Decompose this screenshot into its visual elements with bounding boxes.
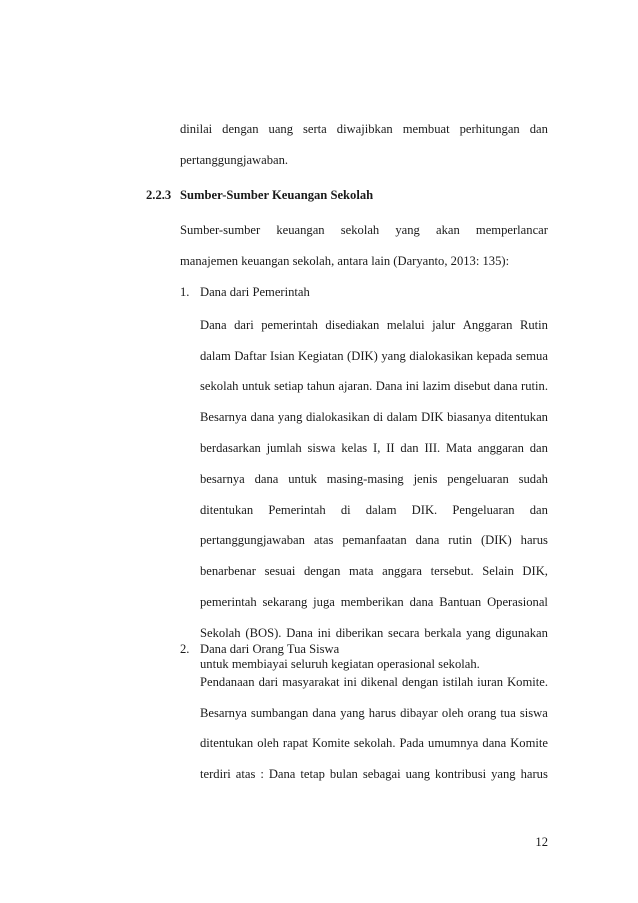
word: kelas [341,441,368,455]
word: Komite [312,736,350,750]
word: berkala [424,626,462,640]
word: dialokasikan [306,410,370,424]
word: Komite [510,736,548,750]
word: Kegiatan [298,349,344,363]
word: uang [405,767,431,781]
paragraph-line [180,222,548,238]
word: ditentukan [494,410,548,424]
list-item-text-line [200,532,548,548]
word: di [373,410,384,424]
word: Rutin [519,318,548,332]
word: sesuai [264,564,296,578]
word: mata [349,564,374,578]
list-item-text-line [200,471,548,487]
paragraph-line: manajemen keuangan sekolah, antara lain (Daryanto, 2013: 135): [180,254,510,268]
list-item-text-line [200,735,548,751]
word: jenis [413,472,438,486]
word: DIK. [411,503,438,517]
word: diwajibkan [336,122,393,136]
word: jalur [432,318,456,332]
word: biasanya [447,410,492,424]
word: dengan [304,564,341,578]
word: sumbangan [250,706,309,720]
word: Pada [399,736,424,750]
word: jumlah [266,441,302,455]
word: pemanfaatan [342,533,407,547]
list-item-text-line [200,378,548,394]
word: ditentukan [200,736,254,750]
word: pemerintah [261,318,318,332]
page-number: 12 [535,835,548,849]
word: semua [515,349,548,363]
word: DIK, [522,564,548,578]
word: besarnya [200,472,245,486]
word: dan [400,441,419,455]
word: Besarnya [200,410,247,424]
word: dengan [401,675,439,689]
word: Besarnya [200,706,247,720]
word: untuk [288,472,317,486]
word: dan [529,122,548,136]
word: keuangan [276,223,325,237]
word: Operasional [487,595,548,609]
list-marker: 2. [180,642,190,656]
list-item-text-line [200,317,548,333]
word: III. [424,441,441,455]
word: rapat [282,736,309,750]
word: dana [250,410,275,424]
word: bulan [329,767,358,781]
word: (DIK) [347,349,378,363]
list-item-text-line [200,409,548,425]
word: DIK [421,410,444,424]
word: yang [395,223,420,237]
word: sekolah [340,223,380,237]
word: Pemerintah [268,503,326,517]
word: sekolah [200,379,239,393]
word: di [340,503,351,517]
word: rutin. [521,379,548,393]
word: akan [436,223,460,237]
list-item-text-line [200,502,548,518]
word: Dana [286,626,313,640]
word: tua [500,706,516,720]
word: : [260,767,264,781]
word: pertanggungjawaban [200,533,305,547]
word: Isian [270,349,295,363]
word: sekolah. [353,736,396,750]
word: ditentukan [200,503,254,517]
list-item-text-line [200,625,548,641]
word: rutin [448,533,473,547]
word: uang [268,122,294,136]
word: dalam [386,410,418,424]
word: kepada [476,349,513,363]
word: harus [368,706,397,720]
word: iuran [477,675,504,689]
word: berdasarkan [200,441,261,455]
word: memperlancar [475,223,548,237]
word: Pengeluaran [452,503,515,517]
word: sekarang [262,595,308,609]
word: dana [415,533,440,547]
word: dan [529,503,548,517]
word: Bantuan [439,595,482,609]
word: pengeluaran [447,472,509,486]
word: atas [235,767,256,781]
word: tersebut. [430,564,474,578]
word: benarbenar [200,564,256,578]
word: kontribusi [435,767,487,781]
list-item-text-line [200,348,548,364]
word: disediakan [325,318,380,332]
word: ajaran. [338,379,373,393]
word: (BOS). [245,626,282,640]
word: diberikan [335,626,384,640]
word: yang [466,626,491,640]
word: disebut [453,379,491,393]
word: ini [317,626,331,640]
list-item-title: Dana dari Orang Tua Siswa [200,642,340,656]
paragraph-line [180,121,548,137]
word: umumnya [428,736,479,750]
word: sudah [518,472,548,486]
word: dana [254,472,279,486]
word: Daftar [234,349,267,363]
word: (DIK) [480,533,512,547]
word: siswa [519,706,548,720]
word: oleh [257,736,279,750]
list-item-text-line [200,705,548,721]
list-item-text-line [200,440,548,456]
list-item-text-line [200,766,548,782]
word: yang [381,349,406,363]
word: ini [405,379,420,393]
word: Dana [375,379,403,393]
word: dana [312,706,337,720]
word: melalui [386,318,425,332]
word: dari [234,318,254,332]
word: perhitungan [459,122,520,136]
word: dana [409,595,434,609]
list-marker: 1. [180,285,190,299]
word: Anggaran [462,318,513,332]
word: dibayar [400,706,438,720]
word: dikenal [360,675,398,689]
word: sebagai [362,767,401,781]
list-item-text-line [200,563,548,579]
word: dari [258,675,279,689]
word: yang [277,410,303,424]
word: terdiri [200,767,231,781]
word: Mata [446,441,472,455]
word: harus [520,767,548,781]
word: masyarakat [282,675,340,689]
word: ini [343,675,357,689]
word: II [386,441,395,455]
word: anggara [382,564,422,578]
word: membuat [402,122,450,136]
word: dalam [365,503,397,517]
list-item-text-line: untuk membiayai seluruh kegiatan operasional sekolah. [200,657,480,671]
word: dan [529,441,548,455]
word: Dana [268,767,296,781]
word: juga [313,595,335,609]
word: harus [520,533,548,547]
word: atas [313,533,334,547]
word: pemerintah [200,595,257,609]
word: yang [340,706,365,720]
word: tahun [306,379,335,393]
word: untuk [241,379,271,393]
word: dalam [200,349,231,363]
word: digunakan [495,626,548,640]
list-item-title: Dana dari Pemerintah [200,285,310,299]
section-number: 2.2.3 [146,188,172,202]
word: I, [373,441,381,455]
word: secara [388,626,420,640]
word: dialokasikan [409,349,474,363]
word: setiap [274,379,304,393]
paragraph-line: pertanggungjawaban. [180,153,289,167]
word: Komite. [507,675,548,689]
word: serta [303,122,327,136]
word: dengan [222,122,259,136]
word: Sumber-sumber [180,223,261,237]
section-title: Sumber-Sumber Keuangan Sekolah [180,188,374,202]
word: yang [491,767,516,781]
word: dana [482,736,507,750]
word: Pendanaan [200,675,255,689]
word: Sekolah [200,626,241,640]
word: dinilai [180,122,213,136]
word: tetap [300,767,325,781]
word: istilah [442,675,474,689]
word: dana [493,379,518,393]
word: masing-masing [326,472,404,486]
word: memberikan [340,595,404,609]
list-item-text-line [200,674,548,690]
word: siswa [307,441,336,455]
list-item-text-line [200,594,548,610]
word: anggaran [477,441,524,455]
word: oleh [441,706,464,720]
word: Selain [482,564,514,578]
word: orang [467,706,497,720]
word: lazim [422,379,451,393]
word: Dana [200,318,227,332]
